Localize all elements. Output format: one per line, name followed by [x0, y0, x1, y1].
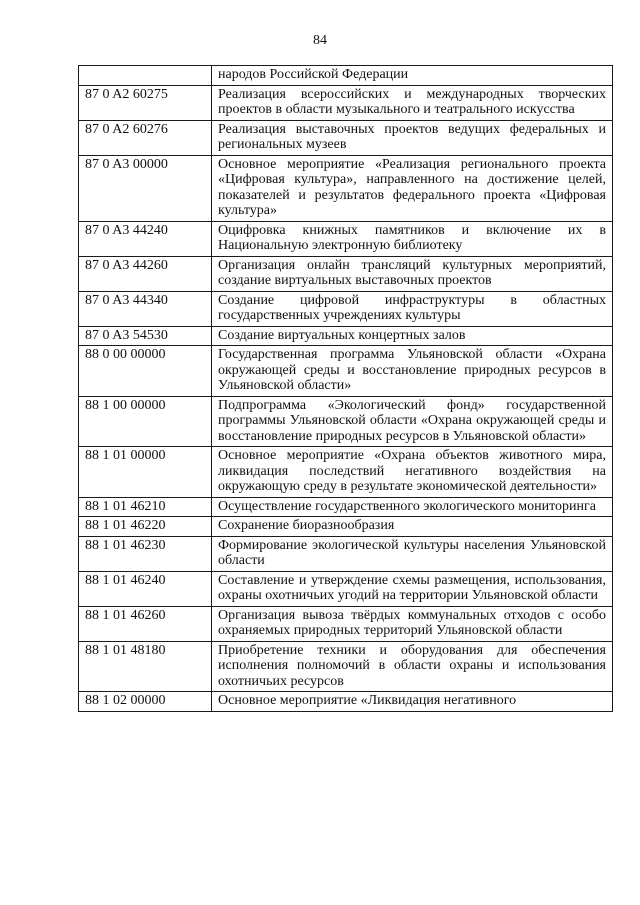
row-code: 87 0 A3 00000 [79, 155, 212, 221]
page-number: 84 [313, 33, 327, 48]
table-row [79, 571, 613, 606]
row-name: народов Российской Федерации [212, 66, 613, 86]
row-code: 87 0 A3 44240 [79, 221, 212, 256]
table-row [79, 221, 613, 256]
row-code: 88 1 00 00000 [79, 396, 212, 447]
table-row [79, 396, 613, 447]
row-code: 87 0 A2 60275 [79, 85, 212, 120]
row-name: Организация вывоза твёрдых коммунальных отходов с особо охраняемых природных территорий Ульяновской области [212, 606, 613, 641]
row-code: 87 0 A3 54530 [79, 326, 212, 346]
row-name: Подпрограмма «Экологический фонд» государственной программы Ульяновской области «Охрана окружающей среды и восстановление природных ресурсов в Ульяновской области» [212, 396, 613, 447]
table-row [79, 606, 613, 641]
row-name: Осуществление государственного экологического мониторинга [212, 497, 613, 517]
table-row [79, 447, 613, 498]
table-row [79, 66, 613, 86]
table-row [79, 291, 613, 326]
row-name: Формирование экологической культуры населения Ульяновской области [212, 536, 613, 571]
table-row [79, 346, 613, 397]
budget-code-table [78, 65, 613, 712]
row-code: 87 0 A2 60276 [79, 120, 212, 155]
row-code: 88 1 01 46230 [79, 536, 212, 571]
row-name: Основное мероприятие «Реализация регионального проекта «Цифровая культура», направленного на достижение целей, показателей и результатов федерального проекта «Цифровая культура» [212, 155, 613, 221]
row-code: 88 1 01 46260 [79, 606, 212, 641]
row-name: Создание цифровой инфраструктуры в областных государственных учреждениях культуры [212, 291, 613, 326]
row-name: Составление и утверждение схемы размещения, использования, охраны охотничьих угодий на территории Ульяновской области [212, 571, 613, 606]
row-code: 88 0 00 00000 [79, 346, 212, 397]
row-name: Реализация всероссийских и международных творческих проектов в области музыкального и театрального искусства [212, 85, 613, 120]
row-name: Приобретение техники и оборудования для обеспечения исполнения полномочий в области охраны и использования охотничьих ресурсов [212, 641, 613, 692]
row-code: 88 1 01 48180 [79, 641, 212, 692]
table-row [79, 641, 613, 692]
row-name-text: Основное мероприятие «Ликвидация негативного [218, 693, 517, 707]
table-row [79, 155, 613, 221]
table-row [79, 692, 613, 712]
row-code: 88 1 01 46210 [79, 497, 212, 517]
table-row [79, 326, 613, 346]
table-row [79, 497, 613, 517]
table-row [79, 256, 613, 291]
row-code: 88 1 01 46240 [79, 571, 212, 606]
row-name: Государственная программа Ульяновской области «Охрана окружающей среды и восстановление природных ресурсов в Ульяновской области» [212, 346, 613, 397]
row-name: Реализация выставочных проектов ведущих федеральных и региональных музеев [212, 120, 613, 155]
row-code: 88 1 01 46220 [79, 517, 212, 537]
row-code [79, 66, 212, 86]
table-row [79, 517, 613, 537]
row-name: Оцифровка книжных памятников и включение их в Национальную электронную библиотеку [212, 221, 613, 256]
row-name: Создание виртуальных концертных залов [212, 326, 613, 346]
row-name: Сохранение биоразнообразия [212, 517, 613, 537]
table-row [79, 85, 613, 120]
row-code: 88 1 01 00000 [79, 447, 212, 498]
row-name: Основное мероприятие «Охрана объектов животного мира, ликвидация последствий негативного воздействия на окружающую среду в результате экономической деятельности» [212, 447, 613, 498]
table-row [79, 536, 613, 571]
table-row [79, 120, 613, 155]
row-code: 87 0 A3 44260 [79, 256, 212, 291]
row-code: 88 1 02 00000 [79, 692, 212, 712]
row-name: Организация онлайн трансляций культурных мероприятий, создание виртуальных выставочных проектов [212, 256, 613, 291]
row-code: 87 0 A3 44340 [79, 291, 212, 326]
row-name [212, 692, 613, 712]
